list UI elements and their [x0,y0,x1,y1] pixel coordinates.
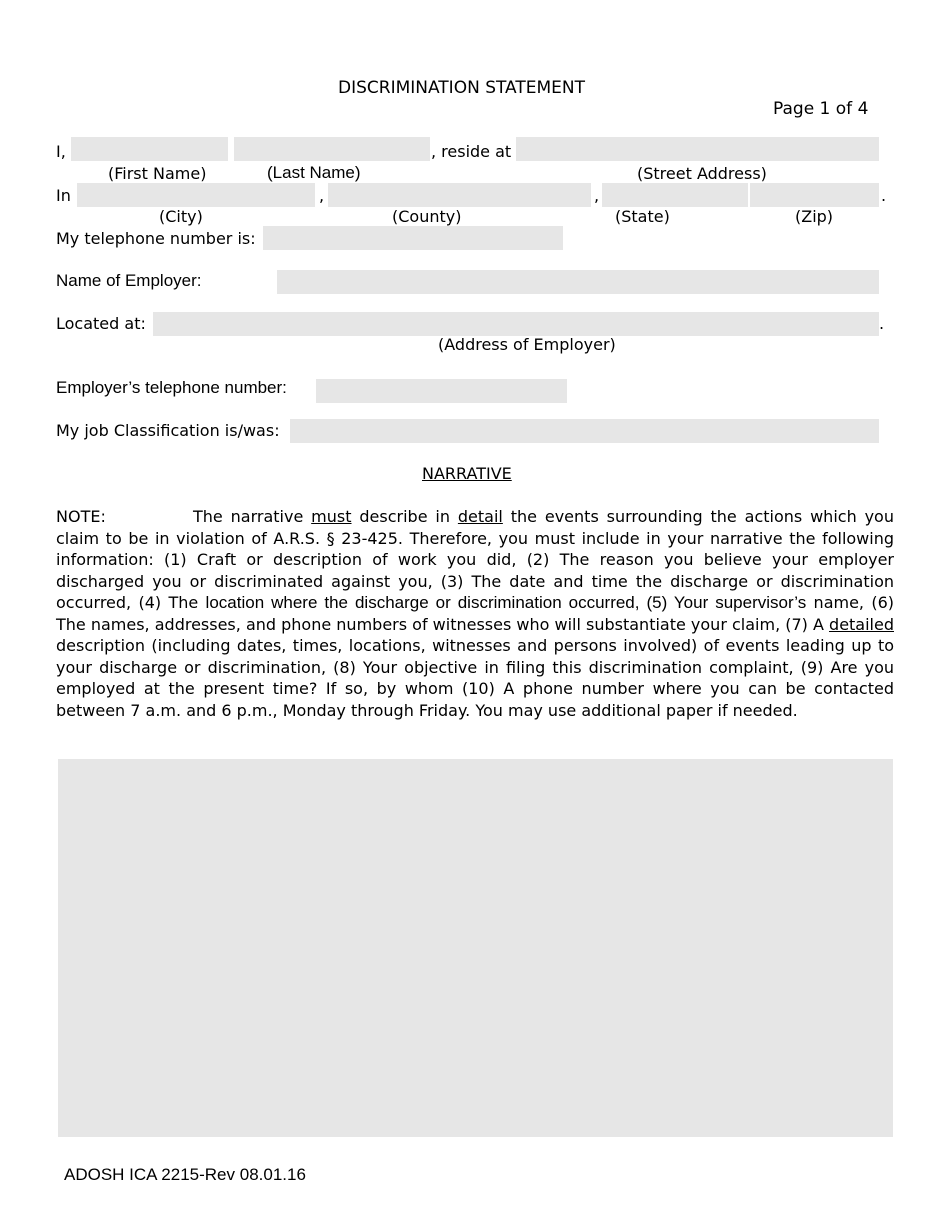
caption-zip: (Zip) [795,207,834,226]
text-2: describe in [351,507,458,526]
narrative-instructions [56,506,894,721]
employer-telephone-field[interactable] [316,379,567,403]
form-title: DISCRIMINATION STATEMENT [338,78,585,98]
employer-address-field[interactable] [153,312,879,336]
caption-state: (State) [615,207,670,226]
emphasis-detailed: detailed [829,614,894,634]
comma-1: , [319,186,325,205]
label-i: I, [56,142,66,161]
city-field[interactable] [77,183,315,207]
narrative-text-area[interactable] [58,759,893,1137]
zip-field[interactable] [750,183,879,207]
page-number: Page 1 of 4 [773,99,869,119]
label-located-at: Located at: [56,314,146,333]
caption-street-address: (Street Address) [637,164,767,183]
text-4: location where the discharge or discrimination occurred, (5) Your supervisor’s [205,593,807,612]
street-address-field[interactable] [516,137,879,161]
caption-employer-address: (Address of Employer) [438,335,616,354]
caption-first-name: (First Name) [108,164,207,183]
state-field[interactable] [602,183,748,207]
job-classification-field[interactable] [290,419,879,443]
text-1: The narrative [193,507,312,526]
form-id-footer: ADOSH ICA 2215-Rev 08.01.16 [64,1165,306,1184]
caption-city: (City) [159,207,203,226]
telephone-field[interactable] [263,226,563,250]
emphasis-must: must [311,507,352,526]
label-job-classification: My job Classification is/was: [56,421,280,440]
text-5: name, (6) The names, addresses, and phone numbers of witnesses who will substantiate your claim, (7) A [56,593,894,634]
text-3: the events surrounding the actions which you claim to be in violation of A.R.S. § 23-425. Therefore, you must include in your narrative the following information: (1) Craft or description of work you did, (2) The reason you believe your employer discharged you or discriminated against you, (3) The date and time the discharge or discrimination occurred, (4) The [56,507,894,612]
first-name-field[interactable] [71,137,228,161]
label-telephone: My telephone number is: [56,229,256,248]
label-reside-at: , reside at [431,142,512,161]
employer-name-field[interactable] [277,270,879,294]
caption-last-name: (Last Name) [267,163,361,182]
label-employer: Name of Employer: [56,271,202,290]
comma-2: , [594,186,600,205]
label-employer-telephone: Employer’s telephone number: [56,378,287,397]
text-6: description (including dates, times, locations, witnesses and persons involved) of events leading up to your discharge or discrimination, (8) Your objective in filing this discrimination complaint, (9) Are you employed at the present time? If so, by whom (10) A phone number where you can be contacted between 7 a.m. and 6 p.m., Monday through Friday. You may use additional paper if needed. [56,636,894,720]
caption-county: (County) [392,207,462,226]
last-name-field[interactable] [234,137,430,161]
emphasis-detail: detail [457,507,503,526]
narrative-heading: NARRATIVE [422,464,512,483]
period-1: . [881,186,887,205]
note-label: NOTE: [56,507,106,526]
label-in: In [56,186,71,205]
county-field[interactable] [328,183,591,207]
period-2: . [879,314,885,333]
